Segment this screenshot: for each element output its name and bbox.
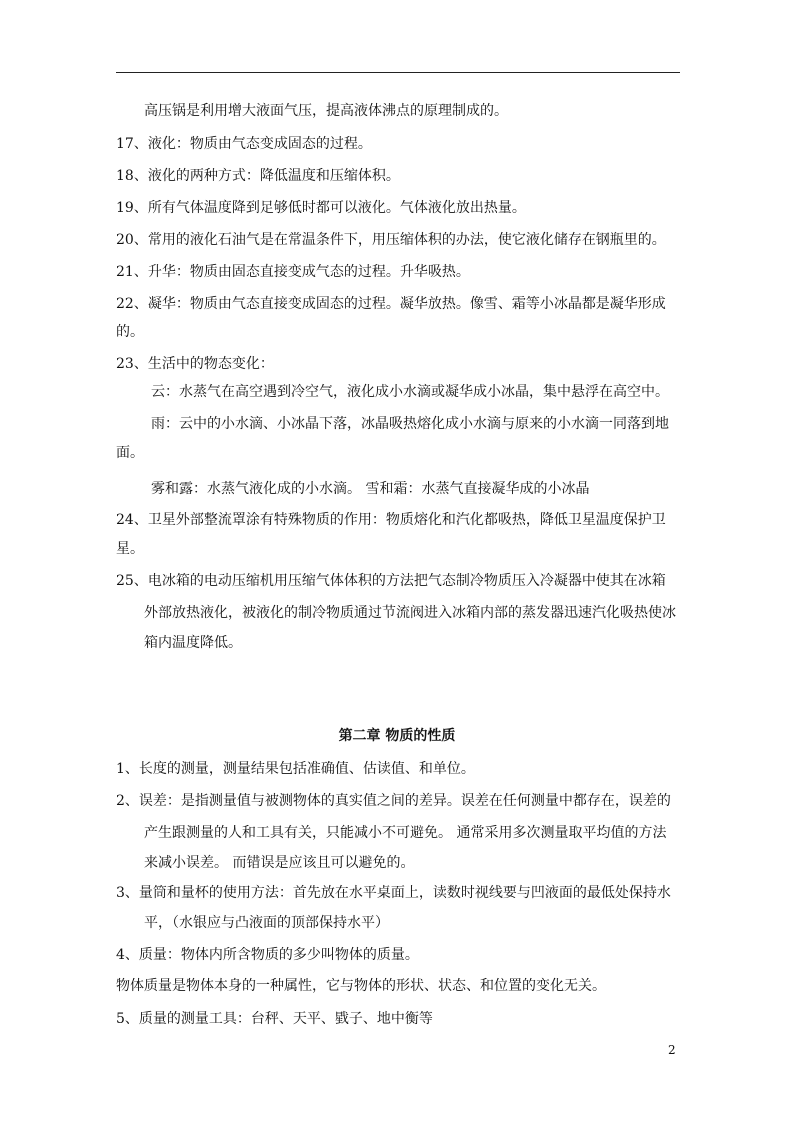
ch2-item-4-note: 物体质量是物体本身的一种属性，它与物体的形状、状态、和位置的变化无关。 [116, 978, 606, 994]
list-item-23: 23、生活中的物态变化： [116, 356, 274, 372]
ch2-item-4: 4、质量：物体内所含物质的多少叫物体的质量。 [116, 947, 419, 963]
ch2-item-1: 1、长度的测量，测量结果包括准确值、估读值、和单位。 [116, 761, 475, 777]
list-item-20: 20、常用的液化石油气是在常温条件下，用压缩体积的办法，使它液化储存在钢瓶里的。 [116, 232, 666, 248]
list-item-21: 21、升华：物质由固态直接变成气态的过程。升华吸热。 [116, 264, 470, 280]
list-item-24: 24、卫星外部整流罩涂有特殊物质的作用：物质熔化和汽化都吸热，降低卫星温度保护卫 [116, 512, 666, 528]
ch2-item-3-cont: 平，（水银应与凸液面的顶部保持水平） [144, 915, 389, 931]
list-item-18: 18、液化的两种方式：降低温度和压缩体积。 [116, 168, 400, 184]
header-rule [116, 72, 680, 73]
list-item-25-cont2: 箱内温度降低。 [144, 635, 242, 651]
page-number: 2 [668, 1043, 676, 1057]
ch2-item-2-cont1: 产生跟测量的人和工具有关，只能减小不可避免。 通常采用多次测量取平均值的方法 [144, 825, 667, 841]
list-item-25: 25、电冰箱的电动压缩机用压缩气体体积的方法把气态制冷物质压入冷凝器中使其在冰箱 [116, 573, 666, 589]
ch2-item-2: 2、误差：是指测量值与被测物体的真实值之间的差异。误差在任何测量中都存在，误差的 [116, 793, 671, 809]
chapter-title: 第二章 物质的性质 [338, 728, 456, 744]
text-line: 高压锅是利用增大液面气压，提高液体沸点的原理制成的。 [144, 103, 508, 119]
fog-snow-line: 雾和露：水蒸气液化成的小水滴。 雪和霜：水蒸气直接凝华成的小冰晶 [151, 481, 590, 497]
list-item-22-cont: 的。 [116, 324, 144, 340]
ch2-item-2-cont2: 来减小误差。 而错误是应该且可以避免的。 [144, 855, 415, 871]
list-item-17: 17、液化：物质由气态变成固态的过程。 [116, 136, 372, 152]
list-item-19: 19、所有气体温度降到足够低时都可以液化。气体液化放出热量。 [116, 200, 526, 216]
rain-line: 雨：云中的小水滴、小冰晶下落，冰晶吸热熔化成小水滴与原来的小水滴一同落到地 [151, 416, 669, 432]
ch2-item-5: 5、质量的测量工具：台秤、天平、戥子、地中衡等 [116, 1011, 433, 1027]
list-item-24-cont: 星。 [116, 541, 144, 557]
list-item-22: 22、凝华：物质由气态直接变成固态的过程。凝华放热。像雪、霜等小冰晶都是凝华形成 [116, 296, 666, 312]
cloud-line: 云：水蒸气在高空遇到冷空气，液化成小水滴或凝华成小冰晶，集中悬浮在高空中。 [151, 384, 669, 400]
list-item-25-cont1: 外部放热液化，被液化的制冷物质通过节流阀进入冰箱内部的蒸发器迅速汽化吸热使冰 [144, 605, 676, 621]
rain-line-cont: 面。 [116, 445, 144, 461]
ch2-item-3: 3、量筒和量杯的使用方法：首先放在水平桌面上，读数时视线要与凹液面的最低处保持水 [116, 885, 671, 901]
